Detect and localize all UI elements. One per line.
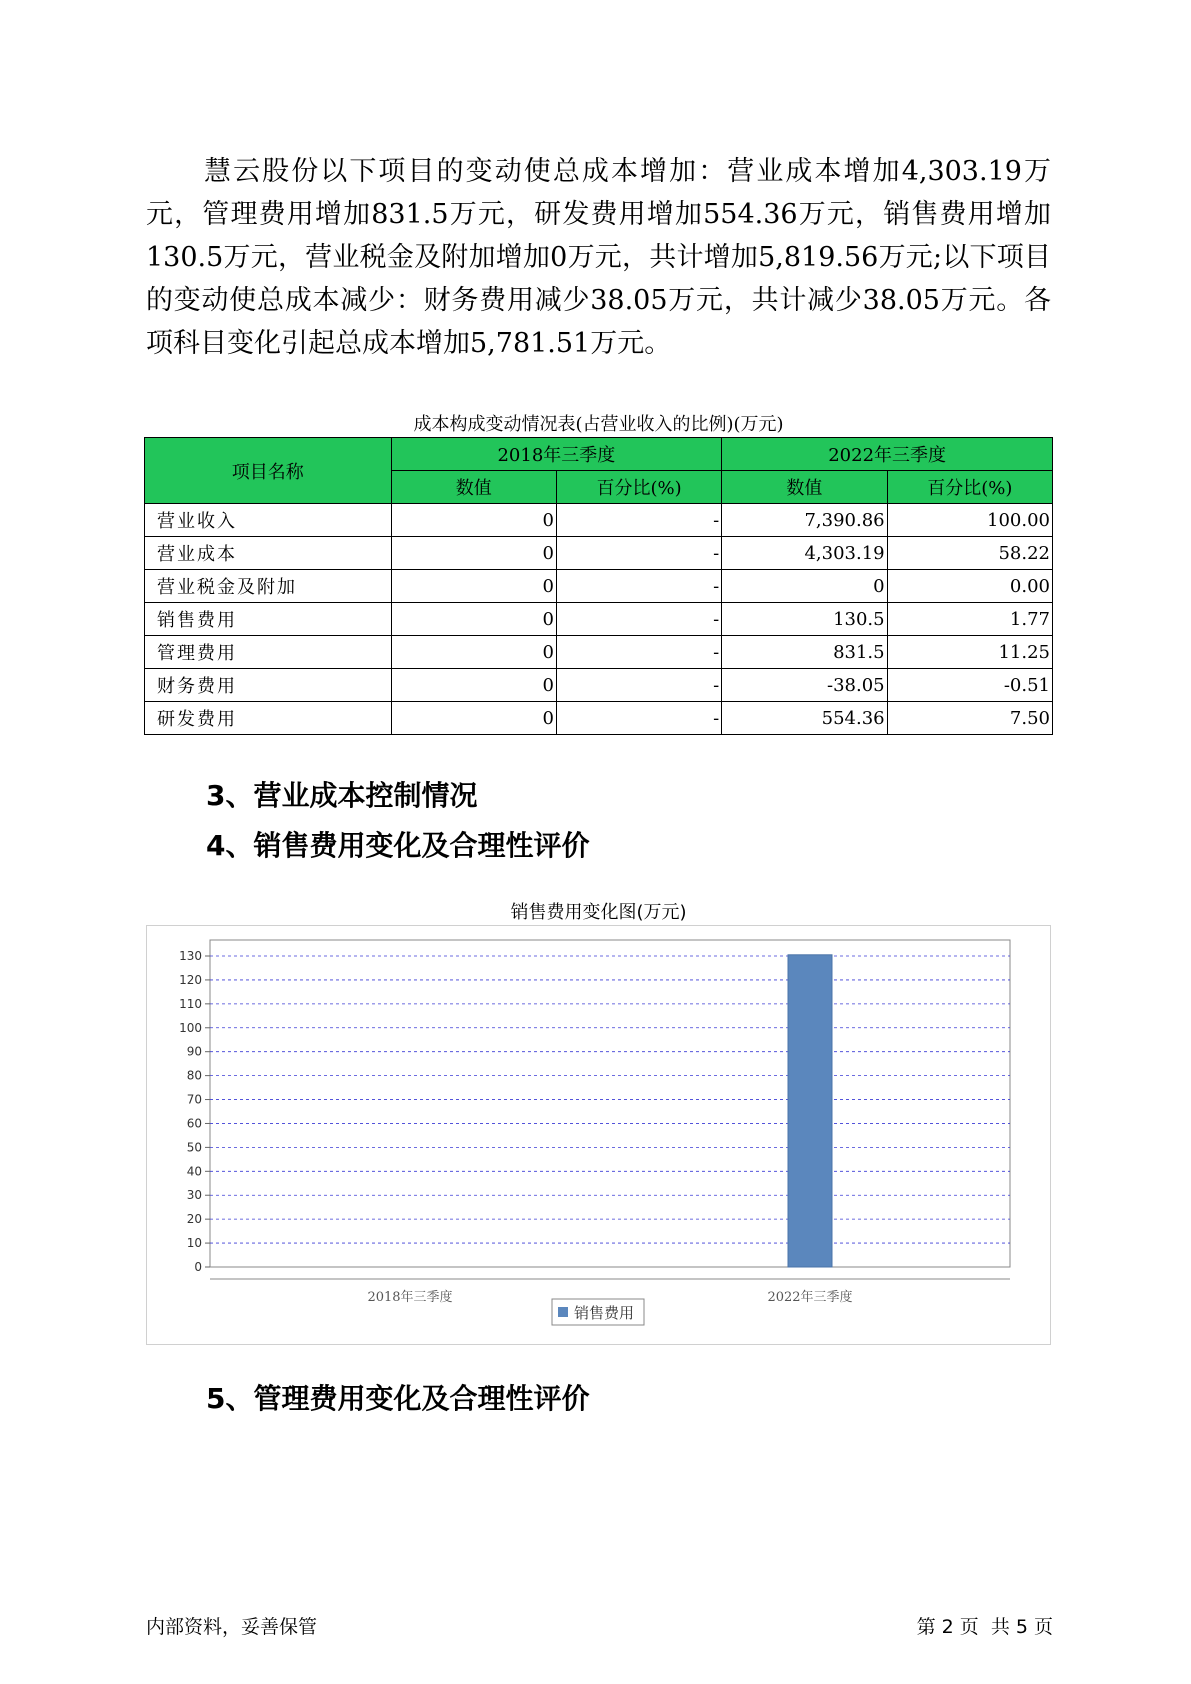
row-pct-2022: 7.50 bbox=[887, 702, 1052, 735]
row-value-2018: 0 bbox=[391, 570, 556, 603]
header-period-2022: 2022年三季度 bbox=[722, 438, 1053, 471]
row-value-2022: 554.36 bbox=[722, 702, 887, 735]
header-value-2018: 数值 bbox=[391, 471, 556, 504]
y-tick-label: 50 bbox=[186, 1140, 202, 1155]
row-pct-2022: -0.51 bbox=[887, 669, 1052, 702]
bar-1 bbox=[788, 955, 832, 1267]
plot-area bbox=[210, 940, 1010, 1267]
table-row bbox=[145, 537, 1053, 570]
header-period-2018: 2018年三季度 bbox=[391, 438, 722, 471]
row-pct-2022: 0.00 bbox=[887, 570, 1052, 603]
row-pct-2018: - bbox=[556, 669, 721, 702]
row-value-2022: 831.5 bbox=[722, 636, 887, 669]
row-value-2018: 0 bbox=[391, 636, 556, 669]
y-tick-label: 70 bbox=[186, 1092, 202, 1107]
row-name: 管理费用 bbox=[145, 636, 392, 669]
y-tick-label: 90 bbox=[186, 1044, 202, 1059]
row-name: 营业税金及附加 bbox=[145, 570, 392, 603]
x-tick-label: 2018年三季度 bbox=[367, 1290, 453, 1305]
row-value-2022: 7,390.86 bbox=[722, 504, 887, 537]
legend-swatch bbox=[558, 1307, 568, 1317]
legend-label: 销售费用 bbox=[574, 1304, 635, 1322]
summary-paragraph: 慧云股份以下项目的变动使总成本增加：营业成本增加4,303.19万元，管理费用增加831.5万元，研发费用增加554.36万元，销售费用增加130.5万元，营业税金及附加增加0万元，共计增加5,819.56万元;以下项目的变动使总成本减少：财务费用减少38.05万元，共计减少38.05万元。各项科目变化引起总成本增加5,781.51万元。 bbox=[146, 156, 1051, 359]
row-name: 销售费用 bbox=[145, 603, 392, 636]
table-row bbox=[145, 702, 1053, 735]
footer-page-number: 第 2 页 共 5 页 bbox=[916, 1616, 1053, 1638]
row-name: 研发费用 bbox=[145, 702, 392, 735]
table-row bbox=[145, 669, 1053, 702]
y-tick-label: 40 bbox=[186, 1164, 202, 1179]
row-pct-2018: - bbox=[556, 537, 721, 570]
section-heading-3: 3、营业成本控制情况 bbox=[206, 779, 478, 812]
sales-expense-chart bbox=[146, 925, 1051, 1345]
row-pct-2018: - bbox=[556, 603, 721, 636]
section-heading-4: 4、销售费用变化及合理性评价 bbox=[206, 829, 590, 862]
y-tick-label: 120 bbox=[179, 972, 202, 987]
table-row bbox=[145, 570, 1053, 603]
table-title: 成本构成变动情况表(占营业收入的比例)(万元) bbox=[413, 414, 784, 435]
row-pct-2018: - bbox=[556, 504, 721, 537]
row-value-2018: 0 bbox=[391, 669, 556, 702]
header-pct-2022: 百分比(%) bbox=[887, 471, 1052, 504]
row-pct-2018: - bbox=[556, 570, 721, 603]
row-value-2022: 4,303.19 bbox=[722, 537, 887, 570]
y-tick-label: 30 bbox=[186, 1188, 202, 1203]
row-name: 营业成本 bbox=[145, 537, 392, 570]
row-name: 营业收入 bbox=[145, 504, 392, 537]
row-pct-2018: - bbox=[556, 636, 721, 669]
row-value-2022: -38.05 bbox=[722, 669, 887, 702]
row-value-2018: 0 bbox=[391, 603, 556, 636]
footer-confidential: 内部资料，妥善保管 bbox=[146, 1616, 318, 1638]
header-pct-2018: 百分比(%) bbox=[556, 471, 721, 504]
cost-structure-table bbox=[144, 437, 1053, 735]
table-row bbox=[145, 603, 1053, 636]
chart-title: 销售费用变化图(万元) bbox=[510, 902, 687, 923]
header-item-name: 项目名称 bbox=[145, 438, 392, 504]
y-tick-label: 100 bbox=[179, 1020, 202, 1035]
header-value-2022: 数值 bbox=[722, 471, 887, 504]
row-pct-2022: 100.00 bbox=[887, 504, 1052, 537]
row-pct-2022: 11.25 bbox=[887, 636, 1052, 669]
y-tick-label: 110 bbox=[179, 996, 202, 1011]
table-row bbox=[145, 636, 1053, 669]
row-value-2018: 0 bbox=[391, 537, 556, 570]
row-pct-2022: 58.22 bbox=[887, 537, 1052, 570]
y-tick-label: 80 bbox=[186, 1068, 202, 1083]
y-tick-label: 130 bbox=[179, 949, 202, 963]
row-name: 财务费用 bbox=[145, 669, 392, 702]
row-value-2022: 0 bbox=[722, 570, 887, 603]
table-row bbox=[145, 504, 1053, 537]
row-pct-2018: - bbox=[556, 702, 721, 735]
row-value-2018: 0 bbox=[391, 702, 556, 735]
y-tick-label: 10 bbox=[186, 1236, 202, 1251]
section-heading-5: 5、管理费用变化及合理性评价 bbox=[206, 1382, 590, 1415]
x-tick-label: 2022年三季度 bbox=[767, 1290, 853, 1305]
y-tick-label: 0 bbox=[194, 1260, 202, 1274]
row-pct-2022: 1.77 bbox=[887, 603, 1052, 636]
row-value-2022: 130.5 bbox=[722, 603, 887, 636]
y-tick-label: 60 bbox=[186, 1116, 202, 1131]
row-value-2018: 0 bbox=[391, 504, 556, 537]
y-tick-label: 20 bbox=[186, 1212, 202, 1227]
